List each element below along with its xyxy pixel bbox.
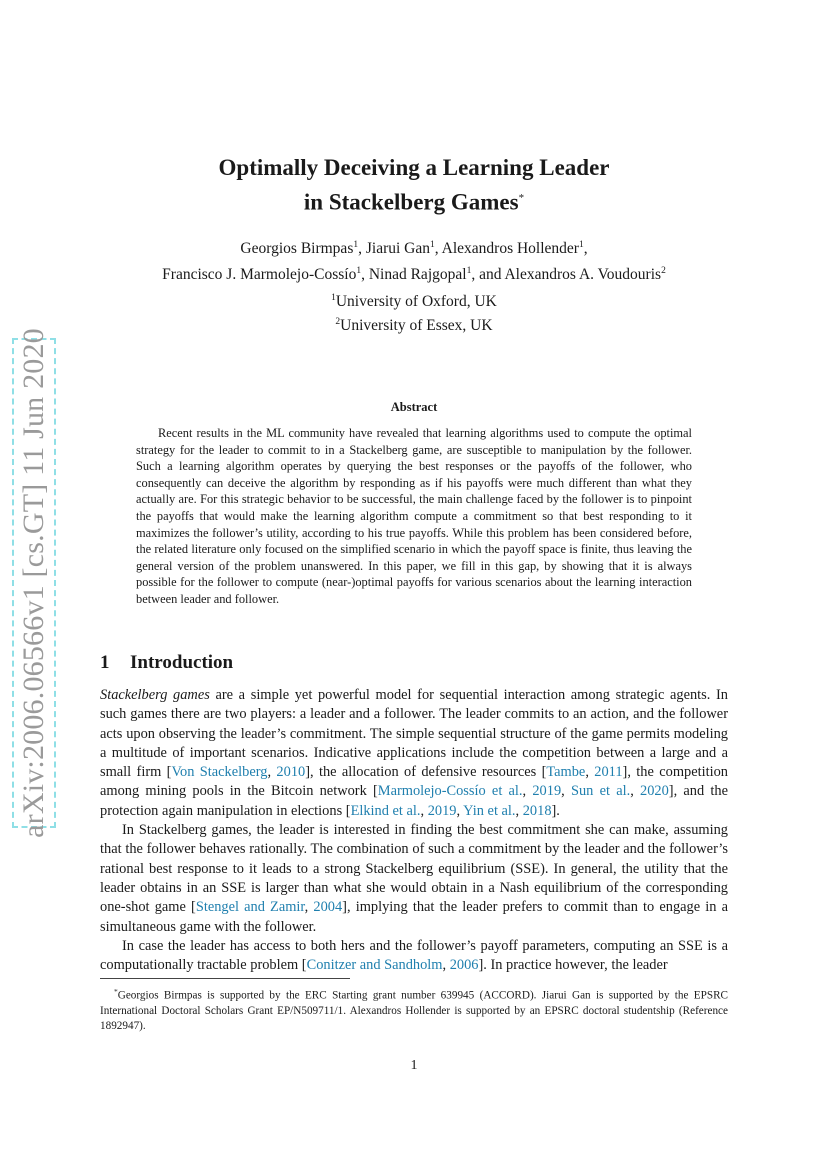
abstract-heading: Abstract: [390, 400, 438, 414]
author-line-1: [100, 234, 728, 260]
footnote-mark: *: [114, 987, 118, 996]
author-separator: ,: [583, 240, 588, 258]
abstract-text: Recent results in the ML community have revealed that learning algorithms used to compute the optimal strategy for the leader to commit to in a Stackelberg game, are susceptible to manipulation by the follower. Such a learning algorithm operates by querying the best responses or the payoffs of the follower, who consequently can deceive the algorithm by responding as if his payoffs were much different than what they actually are. For this strategic behavior to be successful, the main challenge faced by the follower is to pinpoint the payoffs that would make the learning algorithm compute a commitment so that best responding to it maximizes the follower’s utility, according to his true payoffs. While this problem has been considered before, the related literature only focused on the simplified scenario in which the payoff space is finite, thus leaving the general version of the problem unanswered. In this paper, we fill in this gap, by showing that it is always possible for the follower to compute (near-)optimal payoffs for various scenarios about the learning interaction between leader and follower.: [136, 426, 692, 606]
author-list: [100, 234, 728, 286]
affiliation: [100, 312, 728, 336]
text-run: are a simple yet powerful model for sequential interaction among strategic agents. In such games there are two players: a leader and a follower. The leader commits to an action, and the follower acts upon observing the leader’s commitment. The simple sequential structure of the game permits modeling a multitude of important scenarios. Indicative applications include the competition between a large and a small firm [: [100, 687, 728, 781]
affiliation-name: University of Essex, UK: [340, 317, 493, 335]
arxiv-stamp: [12, 328, 56, 838]
text-run: ,: [561, 783, 571, 800]
author-name: Alexandros Hollender: [441, 240, 579, 258]
citation-link[interactable]: 2010: [276, 764, 306, 781]
section-heading: [100, 652, 233, 674]
text-run: ,: [522, 783, 533, 800]
citation-link[interactable]: Sun et al.: [570, 783, 631, 800]
author-separator: ,: [361, 266, 369, 284]
text-run: ,: [442, 957, 450, 974]
author-name: Jiarui Gan: [365, 240, 430, 258]
citation-link[interactable]: 2011: [594, 764, 623, 781]
citation-link[interactable]: 2004: [313, 899, 343, 916]
title-line-2: in Stackelberg Games: [303, 189, 519, 215]
author-name: Francisco J. Marmolejo-Cossío: [162, 266, 357, 284]
citation-link[interactable]: 2020: [640, 783, 669, 800]
author-affiliation-mark: 1: [353, 240, 359, 250]
affiliation-mark: 2: [335, 317, 341, 328]
author-name: Ninad Rajgopal: [368, 266, 467, 284]
affiliation-mark: 1: [331, 293, 336, 303]
author-separator: , and: [471, 266, 505, 284]
author-affiliation-mark: 1: [466, 266, 472, 277]
text-run: ], the competition among mining pools in the Bitcoin network [: [100, 764, 728, 800]
title-line-1: Optimally Deceiving a Learning Leader: [218, 155, 610, 180]
section-title: Introduction: [130, 652, 234, 673]
author-affiliation-mark: 1: [430, 240, 435, 250]
body-text: [100, 686, 728, 975]
paragraph: [100, 821, 728, 937]
citation-link[interactable]: Conitzer and Sandholm: [306, 957, 443, 974]
arxiv-id: arXiv:2006.06566v1 [cs.GT] 11 Jun 2020: [17, 328, 50, 838]
author-name: Alexandros A. Voudouris: [504, 266, 662, 284]
citation-link[interactable]: 2018: [522, 802, 552, 819]
text-run: ], and the protection again manipulation in elections [: [100, 783, 728, 819]
text-run: ,: [420, 802, 428, 819]
citation-link[interactable]: 2006: [449, 957, 479, 974]
author-affiliation-mark: 2: [661, 266, 666, 277]
text-run: In Stackelberg games, the leader is interested in finding the best commitment she can make, assuming that the follower behaves rationally. The combination of such a commitment by the leader and the follower’s rational best response to it leads to a strong Stackelberg equilibrium (SSE). In general, the utility that the leader obtains in an SSE is larger than what she would obtain in a Nash equilibrium of the corresponding one-shot game [: [100, 822, 728, 916]
text-run: ,: [456, 802, 464, 819]
author-name: Georgios Birmpas: [240, 240, 354, 258]
section-number: 1: [100, 652, 110, 673]
footnote-text: Georgios Birmpas is supported by the ERC Starting grant number 639945 (ACCORD). Jiarui Gan is supported by the EPSRC International Doctoral Scholars Grant EP/N509711/1. Alexandros Hollender is supported by an EPSRC doctoral studentship (Reference 1892947).: [100, 989, 728, 1032]
citation-link[interactable]: 2019: [532, 783, 562, 800]
text-run: ,: [630, 783, 641, 800]
author-affiliation-mark: 1: [356, 266, 362, 277]
citation-link[interactable]: Von Stackelberg: [171, 764, 268, 781]
affiliation-list: [100, 288, 728, 336]
affiliation: [100, 288, 728, 312]
citation-link[interactable]: Yin et al.: [463, 802, 516, 819]
author-separator: ,: [358, 240, 366, 258]
paragraph: [100, 937, 728, 976]
author-line-2: [100, 260, 728, 286]
citation-link[interactable]: Marmolejo-Cossío et al.: [377, 783, 523, 800]
text-run: ,: [267, 764, 277, 781]
text-run: ,: [515, 802, 523, 819]
text-run: ].: [551, 802, 560, 819]
footnote: [100, 984, 728, 1034]
footnote-divider: [100, 978, 350, 979]
author-affiliation-mark: 1: [578, 240, 584, 250]
emphasis-text: Stackelberg games: [100, 687, 210, 703]
text-run: ]. In practice however, the leader: [478, 957, 668, 974]
title-footnote-mark: *: [518, 192, 525, 204]
page-number: 1: [410, 1058, 418, 1073]
text-run: In case the leader has access to both hers and the follower’s payoff parameters, computing an SSE is a computationally tractable problem [: [100, 937, 728, 974]
affiliation-name: University of Oxford, UK: [335, 293, 497, 311]
text-run: ], implying that the leader prefers to commit than to engage in a simultaneous game with the follower.: [100, 899, 728, 935]
citation-link[interactable]: 2019: [427, 802, 457, 819]
author-separator: ,: [434, 240, 442, 258]
citation-link[interactable]: Stengel and Zamir: [195, 899, 305, 916]
text-run: ,: [304, 899, 314, 916]
paragraph: [100, 686, 728, 821]
text-run: ], the allocation of defensive resources [: [305, 764, 547, 781]
citation-link[interactable]: Tambe: [546, 764, 586, 781]
text-run: ,: [585, 764, 595, 781]
paper-title: [100, 152, 728, 218]
citation-link[interactable]: Elkind et al.: [350, 802, 421, 819]
